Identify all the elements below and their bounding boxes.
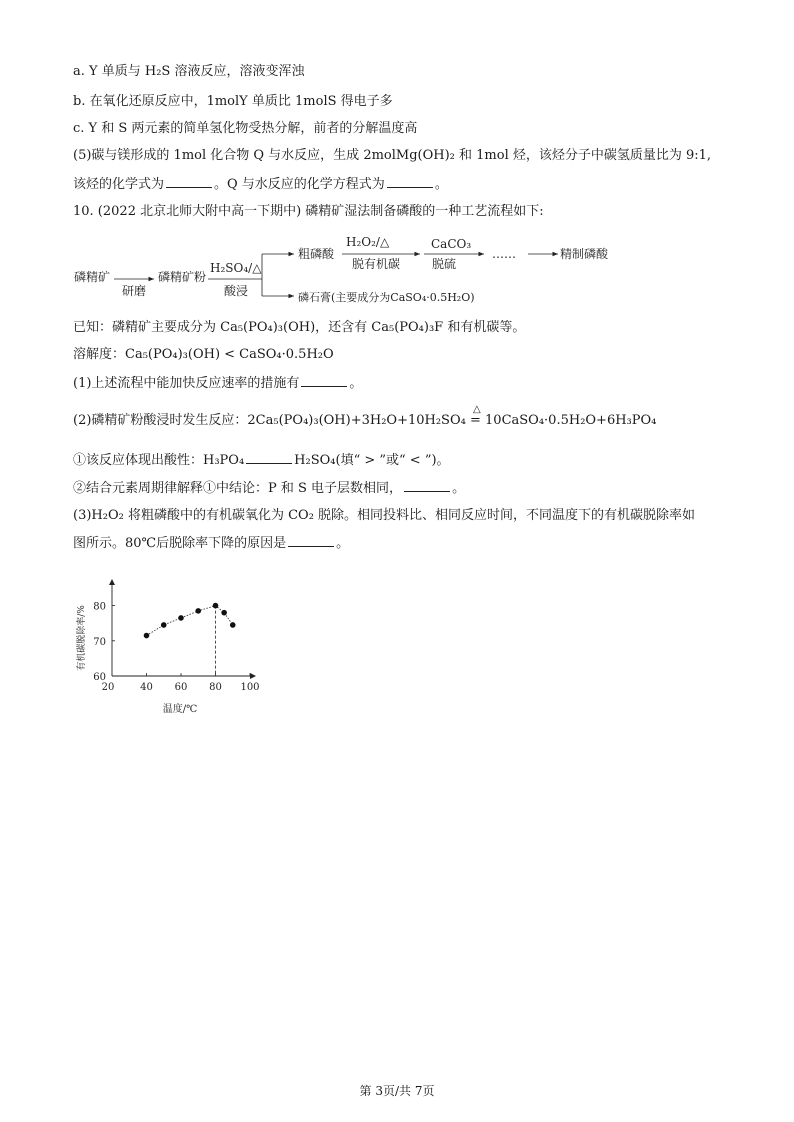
question-10-title: 10. (2022 北京北师大附中高一下期中) 磷精矿湿法制备磷酸的一种工艺流程如下: [73, 204, 544, 219]
data-point [230, 622, 236, 628]
known-2: 溶解度：Ca₅(PO₄)₃(OH) < CaSO₄·0.5H₂O [73, 347, 334, 362]
q2-right: 10CaSO₄·0.5H₂O+6H₃PO₄ [485, 413, 657, 428]
x-axis-arrow-icon [250, 673, 256, 679]
process-flowchart [70, 228, 670, 310]
q3-end: 。 [336, 536, 350, 551]
answer-blank [166, 175, 212, 188]
flow-step4-bottom: 脱硫 [432, 257, 457, 271]
question-2-equation [73, 404, 657, 430]
q2a-text: ①该反应体现出酸性：H₃PO₄ [73, 453, 245, 468]
heat-icon: △ [472, 404, 481, 415]
q2b-text: ②结合元素周期律解释①中结论：P 和 S 电子层数相同， [73, 481, 403, 496]
chart-xlabel: 温度/℃ [162, 704, 198, 715]
flow-dots: …… [492, 247, 516, 261]
flow-step2-top: H₂SO₄/△ [210, 261, 262, 275]
y-tick-label: 80 [93, 601, 106, 613]
answer-blank [387, 175, 433, 188]
question-2-part2 [73, 479, 465, 498]
series-line [147, 606, 233, 636]
flow-crude: 粗磷酸 [298, 247, 335, 261]
flow-step3-bottom: 脱有机碳 [352, 257, 401, 271]
flow-powder: 磷精矿粉 [158, 270, 207, 284]
removal-rate-chart [70, 578, 260, 720]
answer-blank [246, 451, 292, 464]
q2b-end: 。 [452, 481, 466, 496]
flow-step3-top: H₂O₂/△ [346, 235, 390, 249]
question-2-part1 [73, 451, 450, 470]
question-5-line2 [73, 175, 448, 194]
x-tick-label: 100 [240, 682, 260, 693]
flow-step2-bottom: 酸浸 [224, 284, 249, 298]
q5-text-2: 。Q 与水反应的化学方程式为 [214, 177, 385, 192]
data-point [144, 633, 150, 639]
question-3-line1: (3)H₂O₂ 将粗磷酸中的有机碳氧化为 CO₂ 脱除。相同投料比、相同反应时间，不同温度下的有机碳脱除率如 [73, 508, 696, 523]
flow-product: 精制磷酸 [560, 247, 609, 261]
x-tick-label: 40 [140, 682, 153, 693]
q2-left: (2)磷精矿粉酸浸时发生反应：2Ca₅(PO₄)₃(OH)+3H₂O+10H₂SO₄ [73, 413, 466, 428]
y-tick-label: 70 [93, 636, 106, 648]
page-footer: 第 3页/共 7页 [359, 1084, 435, 1098]
q5-text-3: 。 [434, 177, 448, 192]
heat-equals: △ = [470, 412, 481, 430]
answer-blank [288, 534, 334, 547]
data-point [213, 603, 219, 609]
x-tick-label: 60 [174, 682, 188, 693]
question-1 [73, 374, 362, 393]
q2a-end: H₂SO₄(填“ > ”或“ < ”)。 [294, 453, 450, 468]
q1-end: 。 [349, 376, 363, 391]
option-a: a. Y 单质与 H₂S 溶液反应，溶液变浑浊 [73, 64, 305, 79]
q3-text: 图所示。80℃后脱除率下降的原因是 [73, 536, 287, 551]
answer-blank [301, 374, 347, 387]
flow-start: 磷精矿 [74, 270, 111, 284]
data-point [161, 622, 167, 628]
answer-blank [404, 479, 450, 492]
question-5-line1: (5)碳与镁形成的 1mol 化合物 Q 与水反应，生成 2molMg(OH)₂ 和 1mol 烃，该烃分子中碳氢质量比为 9:1, [73, 148, 712, 163]
question-3-line2 [73, 534, 349, 553]
data-point [178, 615, 184, 621]
flow-step1-label: 研磨 [122, 284, 147, 298]
flow-step4-top: CaCO₃ [431, 237, 472, 251]
known-1: 已知：磷精矿主要成分为 Ca₅(PO₄)₃(OH)，还含有 Ca₅(PO₄)₃F 和有机碳等。 [73, 320, 526, 335]
x-tick-label: 80 [209, 682, 222, 693]
y-tick-label: 60 [93, 672, 106, 683]
q1-text: (1)上述流程中能加快反应速率的措施有 [73, 376, 300, 391]
data-point [195, 608, 201, 614]
flow-gypsum: 磷石膏(主要成分为CaSO₄·0.5H₂O) [298, 291, 475, 304]
q5-text-1: 该烃的化学式为 [73, 177, 165, 192]
y-axis-arrow-icon [109, 579, 115, 585]
data-point [221, 610, 227, 616]
option-c: c. Y 和 S 两元素的简单氢化物受热分解，前者的分解温度高 [73, 121, 418, 136]
x-tick-label: 20 [101, 682, 115, 693]
option-b: b. 在氧化还原反应中，1molY 单质比 1molS 得电子多 [73, 94, 393, 109]
chart-ylabel: 有机碳脱除率/% [77, 605, 87, 671]
